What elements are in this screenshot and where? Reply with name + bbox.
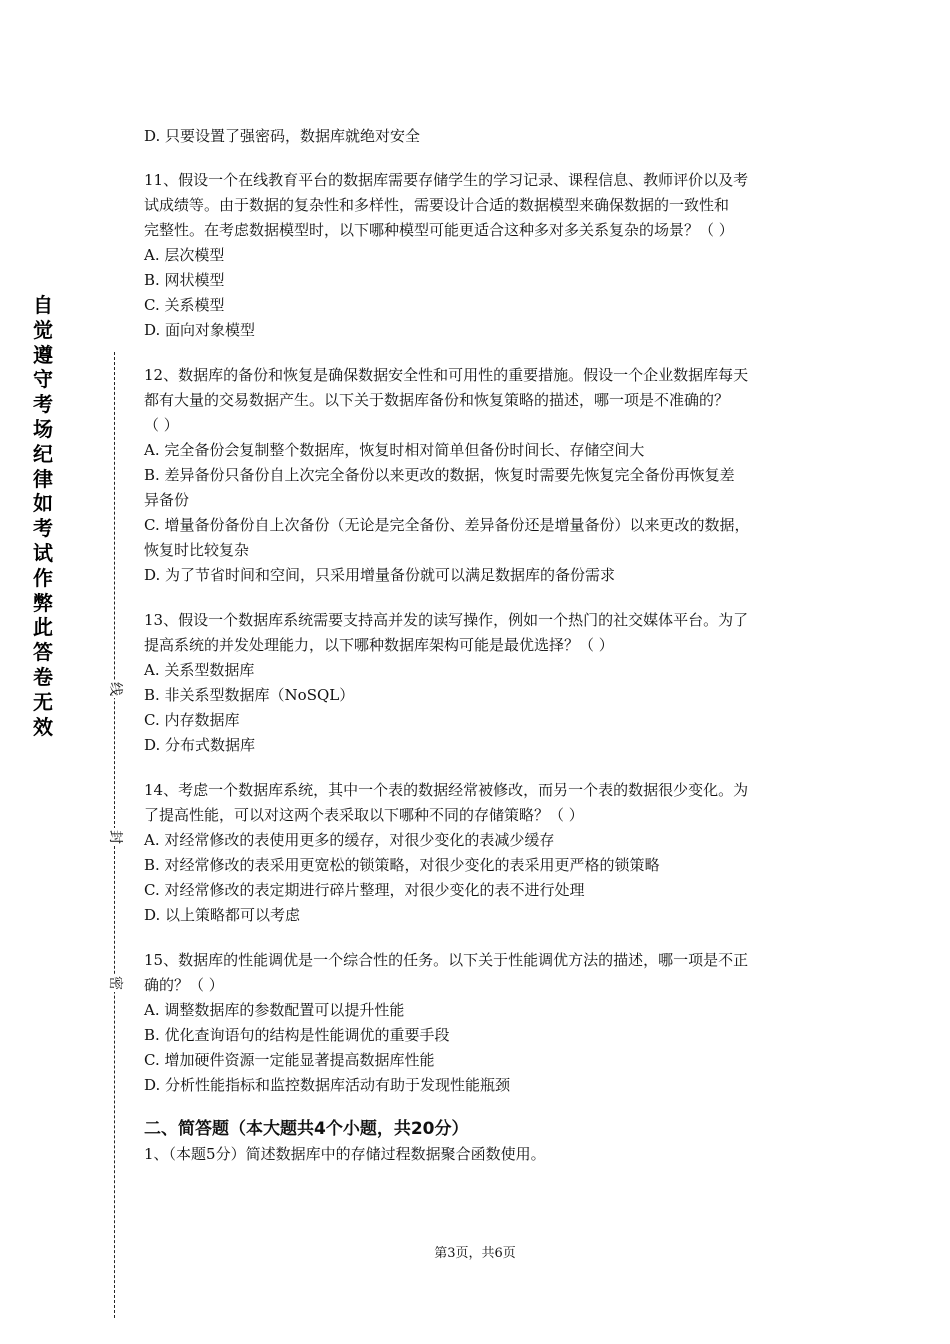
option-c: C. 增量备份备份自上次备份（无论是完全备份、差异备份还是增量备份）以来更改的数据，: [144, 516, 750, 534]
question-14: [144, 778, 824, 928]
question-11: [144, 168, 824, 343]
option-b-continued: 异备份: [144, 491, 190, 509]
question-13: [144, 608, 824, 758]
option-d: D. 面向对象模型: [144, 321, 256, 339]
question-text: 15、数据库的性能调优是一个综合性的任务。以下关于性能调优方法的描述，哪一项是不正: [144, 951, 749, 969]
option-c: C. 关系模型: [144, 296, 225, 314]
option-d: D. 以上策略都可以考虑: [144, 906, 301, 924]
exam-content: [144, 124, 824, 1167]
option-d: D. 只要设置了强密码，数据库就绝对安全: [144, 127, 421, 145]
cut-label-secret: 密: [107, 976, 123, 990]
question-text: 14、考虑一个数据库系统，其中一个表的数据经常被修改，而另一个表的数据很少变化。为: [144, 781, 749, 799]
option-c: C. 增加硬件资源一定能显著提高数据库性能: [144, 1051, 435, 1069]
option-a: A. 关系型数据库: [144, 661, 255, 679]
page-number: 第3页，共6页: [434, 1246, 516, 1261]
option-b: B. 网状模型: [144, 271, 225, 289]
option-a: A. 调整数据库的参数配置可以提升性能: [144, 1001, 405, 1019]
short-answer-question-1: 1、（本题5分）简述数据库中的存储过程数据聚合函数使用。: [144, 1145, 546, 1163]
question-15: [144, 948, 824, 1098]
cut-label-seal: 封: [107, 830, 123, 844]
question-12: [144, 363, 824, 588]
question-text: 12、数据库的备份和恢复是确保数据安全性和可用性的重要措施。假设一个企业数据库每天: [144, 366, 749, 384]
option-c-continued: 恢复时比较复杂: [144, 541, 250, 559]
option-b: B. 优化查询语句的结构是性能调优的重要手段: [144, 1026, 450, 1044]
question-text: 完整性。在考虑数据模型时，以下哪种模型可能更适合这种多对多关系复杂的场景？（ ）: [144, 221, 734, 239]
question-text: 13、假设一个数据库系统需要支持高并发的读写操作，例如一个热门的社交媒体平台。为了: [144, 611, 749, 629]
option-a: A. 层次模型: [144, 246, 225, 264]
exam-discipline-notice: 自觉遵守考场纪律如考试作弊此答卷无效: [33, 293, 53, 739]
question-text: 11、假设一个在线教育平台的数据库需要存储学生的学习记录、课程信息、教师评价以及考: [144, 171, 749, 189]
option-a: A. 完全备份会复制整个数据库，恢复时相对简单但备份时间长、存储空间大: [144, 441, 645, 459]
option-b: B. 非关系型数据库（NoSQL）: [144, 686, 355, 704]
option-c: C. 内存数据库: [144, 711, 240, 729]
option-d: D. 分析性能指标和监控数据库活动有助于发现性能瓶颈: [144, 1076, 511, 1094]
option-d: D. 分布式数据库: [144, 736, 256, 754]
option-b: B. 对经常修改的表采用更宽松的锁策略，对很少变化的表采用更严格的锁策略: [144, 856, 660, 874]
question-text: 确的？（ ）: [144, 976, 224, 994]
question-text: 试成绩等。由于数据的复杂性和多样性，需要设计合适的数据模型来确保数据的一致性和: [144, 196, 730, 214]
question-text: 都有大量的交易数据产生。以下关于数据库备份和恢复策略的描述，哪一项是不准确的？: [144, 391, 730, 409]
option-a: A. 对经常修改的表使用更多的缓存，对很少变化的表减少缓存: [144, 831, 555, 849]
option-b: B. 差异备份只备份自上次完全备份以来更改的数据，恢复时需要先恢复完全备份再恢复差: [144, 466, 735, 484]
cut-label-line: 线: [107, 682, 123, 696]
binding-margin: [0, 0, 140, 1344]
question-text: 了提高性能，可以对这两个表采取以下哪种不同的存储策略？（ ）: [144, 806, 584, 824]
option-c: C. 对经常修改的表定期进行碎片整理，对很少变化的表不进行处理: [144, 881, 585, 899]
question-text: 提高系统的并发处理能力，以下哪种数据库架构可能是最优选择？（ ）: [144, 636, 614, 654]
option-d: D. 为了节省时间和空间，只采用增量备份就可以满足数据库的备份需求: [144, 566, 616, 584]
section-heading: 二、简答题（本大题共4个小题，共20分）: [144, 1119, 469, 1139]
answer-blank: （ ）: [144, 416, 179, 434]
question-10-tail: [144, 124, 824, 149]
